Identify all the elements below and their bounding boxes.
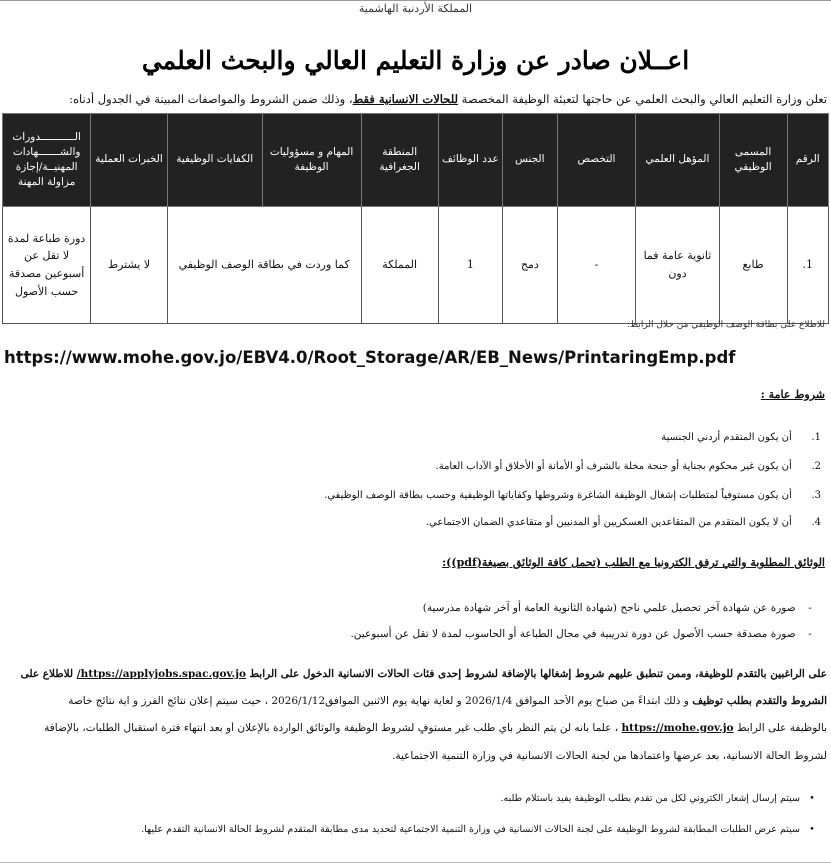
td-num: 1. (787, 207, 828, 324)
th-courses: الـــــــــــدورات والشـــــــهادات المهنيــة/إجازة مزاولة المهنة (3, 114, 91, 207)
td-region: المملكة (361, 207, 438, 324)
intro-text: تعلن وزارة التعليم العالي والبحث العلمي عن حاجتها لتعبئة الوظيفة المخصصة للحالات الانسانية فقط، وذلك ضمن الشروط والمواصفات المبينة في الجدول أدناه: (69, 92, 827, 106)
apply-paragraph-line: بالوظيفة على الرابط https://mohe.gov.jo ، علما بأنه لن يتم النظر بأي طلب غير مستوفٍ لشروط الوظيفة والوثائق الواردة بالإعلان أو بعد انتهاء فترة استقبال الطلبات، بالإضافة (44, 722, 827, 734)
th-experience: الخبرات العملية (91, 114, 168, 207)
document-item: - صورة عن شهادة آخر تحصيل علمي ناجح (شهادة الثانوية العامة أو آخر شهادة مدرسية) (422, 602, 812, 614)
job-card-link[interactable]: https://www.mohe.gov.jo/EBV4.0/Root_Storage/AR/EB_News/PrintaringEmp.pdf (4, 348, 736, 367)
td-experience: لا يشترط (91, 207, 168, 324)
document-item: - صورة مصدقة حسب الأصول عن دورة تدريبية في مجال الطباعة أو الحاسوب لمدة لا تقل عن أسبوعين. (350, 628, 812, 640)
th-competencies: الكفايات الوظيفية (167, 114, 262, 207)
td-count: 1 (438, 207, 502, 324)
condition-item: 2. أن يكون غير محكوم بجناية أو جنحة مخلة بالشرف أو الأمانة أو الأخلاق أو الآداب العامة. (435, 461, 821, 472)
td-title: طابع (719, 207, 787, 324)
apply-paragraph-line: الشروط والتقدم بطلب توظيف و ذلك ابتداءً من صباح يوم الأحد الموافق 2026/1/4 و لغاية نهاية يوم الاثنين الموافق2026/1/12 ، حيث سيتم إعلان نتائج الفرز و اية نتائج خاصة (68, 695, 827, 707)
general-conditions-heading: شروط عامة : (760, 388, 825, 401)
apply-link[interactable]: https://applyjobs.spac.gov.jo/ (76, 668, 246, 680)
td-qual: ثانوية عامة فما دون (636, 207, 719, 324)
apply-paragraph-line: على الراغبين بالتقدم للوظيفة، وممن تنطبق عليهم شروط إشغالها بالإضافة لشروط إحدى فئات الحالات الانسانية الدخول على الرابط https://applyjobs.spac.gov.jo/ للاطلاع على (20, 668, 827, 680)
intro-highlight: للحالات الانسانية فقط (352, 92, 459, 106)
th-num: الرقم (787, 114, 828, 207)
documents-heading: الوثائق المطلوبة والتي ترفق الكترونيا مع الطلب (تحمل كافة الوثائق بصيغة(pdf)): (442, 556, 825, 569)
td-courses: دورة طباعة لمدة لا تقل عن أسبوعين مصدقة حسب الأصول (3, 207, 91, 324)
apply-paragraph-line: لشروط الحالة الانسانية، بعد عرضها واعتمادها من لجنة الحالات الانسانية في وزارة التنمية الاجتماعية. (391, 750, 827, 762)
th-qual: المؤهل العلمي (636, 114, 719, 207)
condition-item: 4. أن لا يكون المتقدم من المتقاعدين العسكريين أو المدنيين أو متقاعدي الضمان الاجتماعي. (425, 517, 821, 528)
job-card-note: للاطلاع على بطاقة الوصف الوظيفي من خلال الرابط: (626, 320, 825, 330)
jobs-table (2, 113, 829, 324)
th-count: عدد الوظائف (438, 114, 502, 207)
condition-item: 3. أن يكون مستوفياً لمتطلبات إشغال الوظيفة الشاغرة وشروطها وكفاياتها الوظيفية وحسب بطاقة الوصف الوظيفي. (324, 490, 821, 501)
notice-bullet: • سيتم إرسال إشعار الكتروني لكل من تقدم بطلب الوظيفة يفيد باستلام طلبه. (500, 793, 815, 804)
bottom-border (0, 862, 831, 863)
page-title: اعــلان صادر عن وزارة التعليم العالي والبحث العلمي (141, 46, 690, 75)
td-spec: - (557, 207, 636, 324)
th-region: المنطقة الجغرافية (361, 114, 438, 207)
notice-bullet: • سيتم عرض الطلبات المطابقة لشروط الوظيفة على لجنة الحالات الانسانية في وزارة التنمية الاجتماعية لتحديد مدى مطابقة المتقدم لشروط الحالة الانسانية التقدم عليها. (141, 824, 815, 835)
emblem-text: المملكة الأردنية الهاشمية (358, 2, 473, 15)
top-border (0, 0, 831, 1)
th-duties: المهام و مسؤوليات الوظيفة (262, 114, 361, 207)
condition-item: 1. أن يكون المتقدم أردني الجنسية (661, 432, 821, 443)
td-gender: دمج (503, 207, 558, 324)
th-title: المسمى الوظيفي (719, 114, 787, 207)
th-gender: الجنس (503, 114, 558, 207)
table-header-row (3, 114, 829, 207)
th-spec: التخصص (557, 114, 636, 207)
mohe-link[interactable]: https://mohe.gov.jo (621, 722, 734, 734)
td-duties: كما وردت في بطاقة الوصف الوظيفي (167, 207, 361, 324)
table-row (3, 207, 829, 324)
